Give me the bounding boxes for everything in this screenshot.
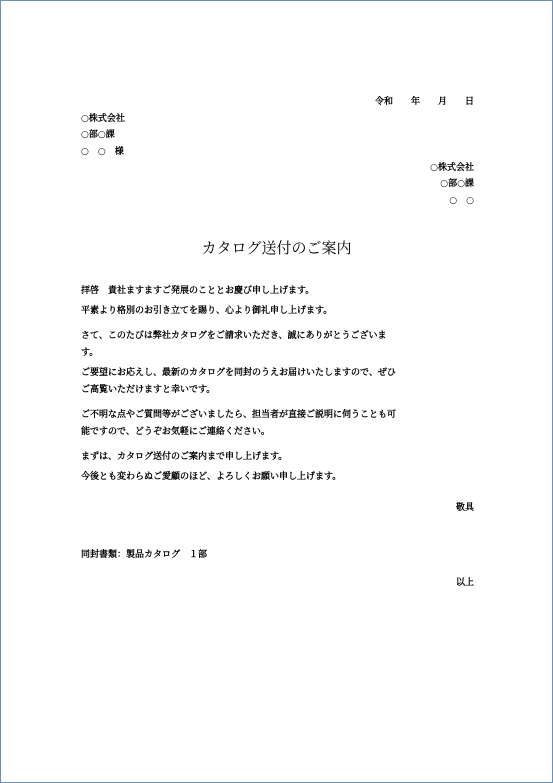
sender-company: ○株式会社 xyxy=(430,163,474,173)
end-mark: 以上 xyxy=(455,578,474,588)
contact-note-line-2: 能ですので、どうぞお気軽にご連絡ください。 xyxy=(81,427,270,437)
letter-date: 令和 年 月 日 xyxy=(374,97,474,107)
regards-paragraph: 今後とも変わらぬご愛顧のほど、よろしくお願い申し上げます。 xyxy=(81,472,342,482)
recipient-company: ○株式会社 xyxy=(81,114,125,124)
summary-paragraph: まずは、カタログ送付のご案内まで申し上げます。 xyxy=(81,452,288,462)
contact-note-line-1: ご不明な点やご質問等がございましたら、担当者が直接ご説明に伺うことも可 xyxy=(81,410,397,420)
catalog-request-line-1: さて、このたびは弊社カタログをご請求いただき、誠にありがとうございま xyxy=(81,331,387,341)
closing-keigu: 敬具 xyxy=(455,503,474,513)
enclosure-note-line-1: ご要望にお応えし、最新のカタログを同封のうえお届けいたしますので、ぜひ xyxy=(81,368,396,378)
sender-name: ○ ○ xyxy=(449,196,474,206)
recipient-department: ○部○課 xyxy=(81,130,115,140)
letter-title: カタログ送付のご案内 xyxy=(201,239,352,257)
enclosure-note-line-2: ご高覧いただけますと幸いです。 xyxy=(81,385,216,395)
sender-department: ○部○課 xyxy=(440,179,474,189)
greeting-paragraph: 拝啓 貴社ますますご発展のこととお慶び申し上げます。 xyxy=(81,286,315,296)
enclosure-list: 同封書類：製品カタログ １部 xyxy=(81,550,208,560)
catalog-request-line-2: す。 xyxy=(81,348,99,358)
gratitude-paragraph: 平素より格別のお引き立てを賜り、心より御礼申し上げます。 xyxy=(81,306,333,316)
letter-body xyxy=(81,284,476,484)
recipient-name: ○ ○ 様 xyxy=(81,147,124,157)
